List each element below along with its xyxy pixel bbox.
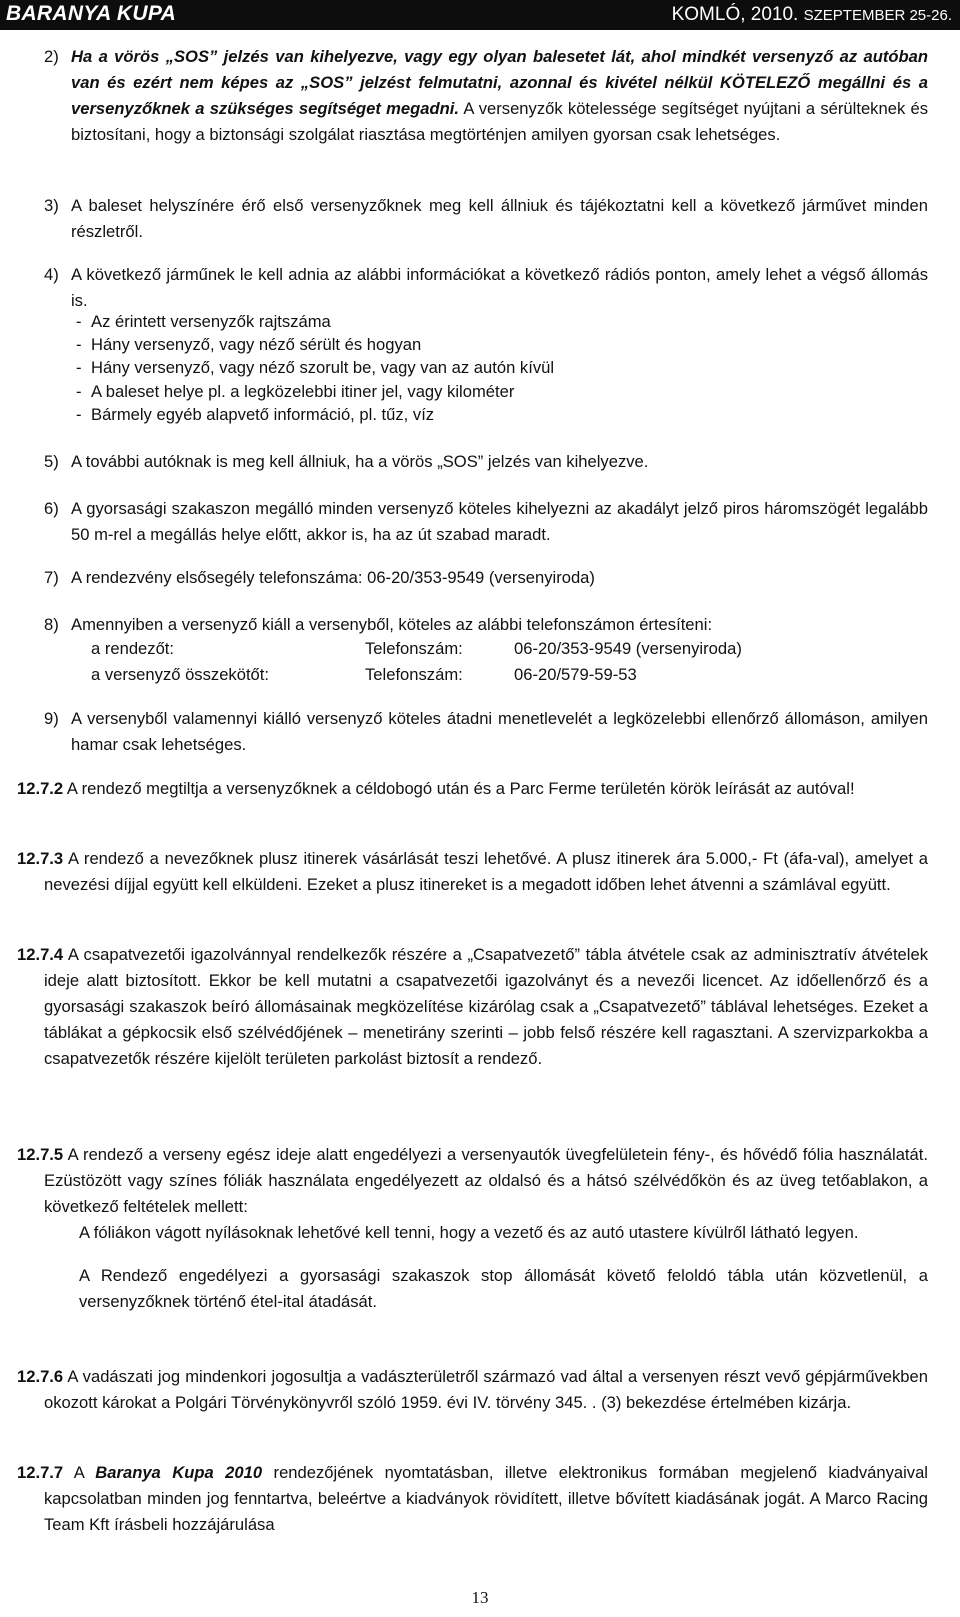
item-number: 8) xyxy=(44,615,59,634)
section-12-7-7 xyxy=(17,1460,928,1538)
list-item-text: Az érintett versenyzők rajtszáma xyxy=(91,312,331,331)
page-header xyxy=(0,0,960,30)
section-12-7-3 xyxy=(17,846,928,898)
dash: - xyxy=(76,358,82,378)
item-2-rest: A versenyzők kötelessége segítséget nyújtani a sérülteknek és biztosítani, hogy a biztonsági szolgálat riasztása megtörténjen amilyen gyorsan csak lehetséges. xyxy=(71,99,928,144)
page-number: 13 xyxy=(471,1588,489,1607)
item-6 xyxy=(44,496,928,548)
section-body: A rendező megtiltja a versenyzőknek a céldobogó után és a Parc Ferme területén körök leírását az autóval! xyxy=(66,779,855,798)
item-number: 2) xyxy=(44,47,59,66)
section-text xyxy=(17,942,928,1072)
contact-row xyxy=(91,636,931,662)
list-item xyxy=(44,333,928,356)
contact-who: a versenyző összekötőt: xyxy=(91,665,270,684)
section-number: 12.7.6 xyxy=(17,1367,64,1386)
contact-who: a rendezőt: xyxy=(91,639,175,658)
section-12-7-2 xyxy=(17,776,928,802)
list-item xyxy=(44,356,928,379)
item-text: A további autóknak is meg kell állniuk, ha a vörös „SOS” jelzés van kihelyezve. xyxy=(71,452,649,471)
item-2-emphasis: Ha a vörös „SOS” jelzés van kihelyezve, vagy egy olyan balesetet lát, ahol mindkét versenyző az autóban van és ezért nem képes az „SOS” jelzést felmutatni, azonnal és kivétel nélkül KÖTELEZŐ megállni és a versenyzőknek a szükséges segítséget megadni. xyxy=(71,47,928,118)
contact-phone: 06-20/579-59-53 xyxy=(514,665,637,684)
item-4 xyxy=(44,262,928,314)
contact-table xyxy=(91,636,931,688)
item-2 xyxy=(44,44,928,148)
list-item xyxy=(44,403,928,426)
item-5 xyxy=(44,449,928,475)
item-3 xyxy=(44,193,928,245)
list-item-text: Hány versenyző, vagy néző szorult be, vagy van az autón kívül xyxy=(91,358,555,378)
item-text: A rendezvény elsősegély telefonszáma: 06-20/353-9549 (versenyiroda) xyxy=(71,568,595,587)
section-body: A csapatvezetői igazolvánnyal rendelkezők részére a „Csapatvezető” tábla átvétele csak az adminisztratív átvételek ideje alatt biztosított. Ekkor be kell mutatni a csapatvezetői igazolványt és a nevezői licencet. Az időellenőrző és a gyorsasági szakaszok beíró állomásainak megközelítése kizárólag csak a „Csapatvezető” táblával lehetséges. Ezeket a táblákat a gépkocsik első szélvédőjének – menetirány szerinti – jobb felső részére kell ragasztani. A szervizparkokba a csapatvezetők részére kijelölt területen parkolást biztosít a rendező. xyxy=(44,945,928,1068)
section-text xyxy=(17,776,928,802)
header-date-location xyxy=(672,4,952,26)
item-number: 9) xyxy=(44,709,59,728)
item-4-list xyxy=(44,310,928,426)
section-body: A rendező a nevezőknek plusz itinerek vásárlását teszi lehetővé. A plusz itinerek ára 5.000,- Ft (áfa-val), amelyet a nevezési díjjal együtt kell elküldeni. Ezeket a plusz itinereket is a megadott időben lehet átvenni a számlával együtt. xyxy=(44,849,928,894)
list-item xyxy=(44,310,928,333)
header-location: KOMLÓ, 2010. xyxy=(671,4,804,25)
item-text: A következő járműnek le kell adnia az alábbi információkat a következő rádiós ponton, amely lehet a végső állomás is. xyxy=(71,265,928,310)
section-number: 12.7.4 xyxy=(17,945,64,964)
item-8 xyxy=(44,612,928,638)
contact-phone: 06-20/353-9549 (versenyiroda) xyxy=(514,639,742,658)
section-body: A vadászati jog mindenkori jogosultja a vadászterületről származó vad által a versenyen részt vevő gépjárművekben okozott károkat a Polgári Törvénykönyvről szóló 1959. évi IV. törvény 345. . (3) bekezdése értelmében kizárja. xyxy=(44,1367,928,1412)
section-body-post: rendezőjének nyomtatásban, illetve elektronikus formában megjelenő kiadványaival kapcsolatban minden jog fenntartva, beleértve a kiadványok rövidített, illetve bővített kiadásának jogát. A Marco Racing Team Kft írásbeli hozzájárulása xyxy=(44,1463,928,1534)
dash: - xyxy=(76,312,82,331)
section-12-7-6 xyxy=(17,1364,928,1416)
section-12-7-5 xyxy=(17,1142,928,1315)
item-7 xyxy=(44,565,928,591)
section-text xyxy=(17,1460,928,1538)
header-date: SZEPTEMBER 25-26. xyxy=(803,7,952,24)
item-text xyxy=(71,44,928,148)
section-12-7-4 xyxy=(17,942,928,1072)
section-text xyxy=(17,1364,928,1416)
event-name: Baranya Kupa 2010 xyxy=(95,1463,263,1482)
section-body: A rendező a verseny egész ideje alatt engedélyezi a versenyautók üvegfelületein fény-, és hővédő fólia használatát. Ezüstözött vagy színes fóliák használata engedélyezett az oldalsó és a hátsó szélvédőkön és az üveg tetőablakon, a következő feltételek mellett: xyxy=(44,1145,928,1216)
dash: - xyxy=(76,335,82,355)
list-item-text: A baleset helye pl. a legközelebbi itiner jel, vagy kilométer xyxy=(91,381,515,401)
dash: - xyxy=(76,404,82,424)
contact-row xyxy=(91,662,931,688)
section-number: 12.7.5 xyxy=(17,1145,64,1164)
list-item-text: Bármely egyéb alapvető információ, pl. tűz, víz xyxy=(91,404,435,424)
item-number: 6) xyxy=(44,499,59,518)
item-number: 3) xyxy=(44,196,59,215)
item-number: 4) xyxy=(44,265,59,284)
item-number: 5) xyxy=(44,452,59,471)
contact-label: Telefonszám: xyxy=(365,639,463,658)
section-text xyxy=(17,846,928,898)
section-number: 12.7.3 xyxy=(17,849,64,868)
section-text-2: A fóliákon vágott nyílásoknak lehetővé kell tenni, hogy a vezető és az autó utastere kívülről látható legyen. xyxy=(79,1223,859,1242)
section-body-pre: A xyxy=(73,1463,96,1482)
item-text: Amennyiben a versenyző kiáll a versenyből, köteles az alábbi telefonszámon értesíteni: xyxy=(71,615,713,634)
section-text-3: A Rendező engedélyezi a gyorsasági szakaszok stop állomását követő feloldó tábla után közvetlenül, a versenyzőknek történő étel-ital átadását. xyxy=(79,1266,928,1311)
contact-label: Telefonszám: xyxy=(365,665,463,684)
section-number: 12.7.7 xyxy=(17,1463,64,1482)
item-9 xyxy=(44,706,928,758)
item-number: 7) xyxy=(44,568,59,587)
section-number: 12.7.2 xyxy=(17,779,64,798)
list-item xyxy=(44,380,928,403)
section-text xyxy=(17,1142,928,1220)
item-text: A versenyből valamennyi kiálló versenyző köteles átadni menetlevelét a legközelebbi ellenőrző állomáson, amilyen hamar csak lehetséges. xyxy=(71,709,928,754)
item-text: A gyorsasági szakaszon megálló minden versenyző köteles kihelyezni az akadályt jelző piros háromszögét legalább 50 m-rel a megállás helye előtt, akkor is, ha az út szabad maradt. xyxy=(71,499,928,544)
item-text: A baleset helyszínére érő első versenyzőknek meg kell állniuk és tájékoztatni kell a következő járművet minden részletről. xyxy=(71,196,928,241)
list-item-text: Hány versenyző, vagy néző sérült és hogyan xyxy=(91,335,422,355)
header-event-title: BARANYA KUPA xyxy=(6,2,177,25)
dash: - xyxy=(76,381,82,401)
